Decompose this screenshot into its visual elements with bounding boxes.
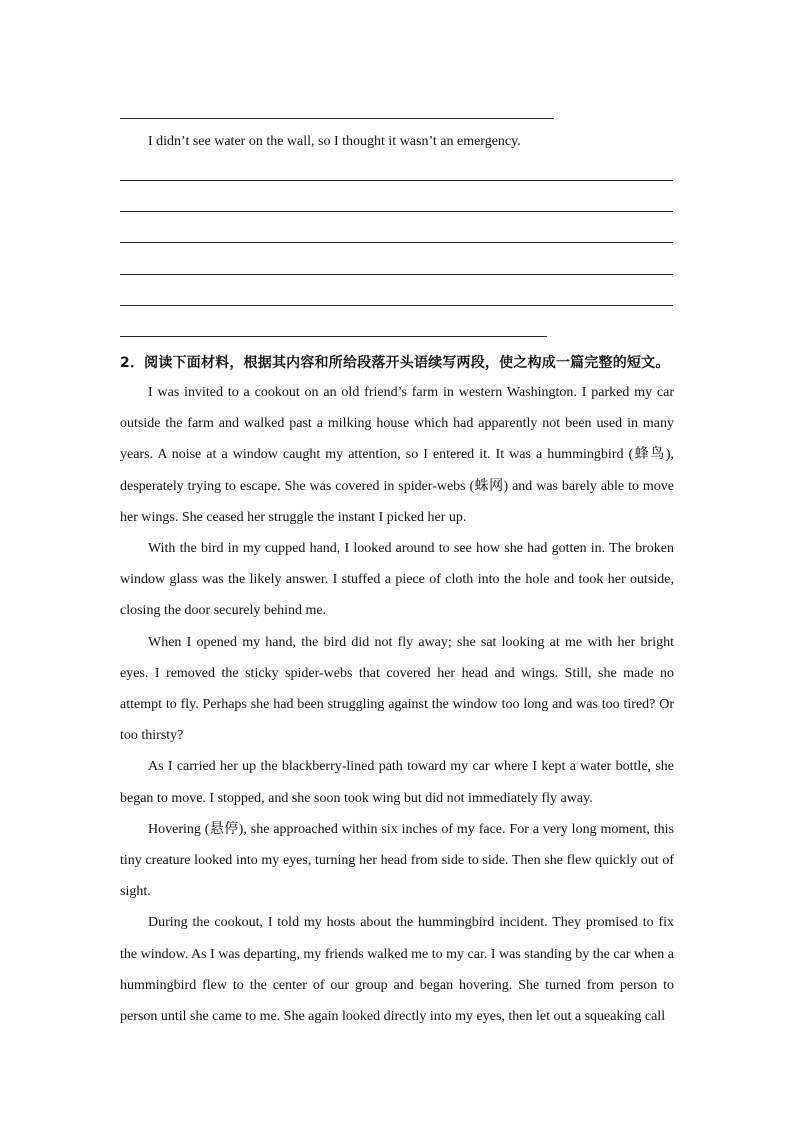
passage-paragraph: I was invited to a cookout on an old friend’s farm in western Washington. I parked my car outside the farm and walked past a milking house which had apparently not been used in many years. A noise at a window caught my attention, so I entered it. It was a hummingbird (蜂鸟), desperately trying to escape. She was covered in spider-webs (蛛网) and was barely able to move her wings. She ceased her struggle the instant I picked her up.: [120, 385, 674, 525]
answer-line: [120, 336, 547, 337]
passage-paragraph: Hovering (悬停), she approached within six inches of my face. For a very long moment, this tiny creature looked into my eyes, turning her head from side to side. Then she flew quickly out of sight.: [120, 821, 674, 900]
answer-sentence: I didn’t see water on the wall, so I thought it wasn’t an emergency.: [148, 134, 521, 149]
answer-line: [120, 118, 554, 119]
passage-paragraph: When I opened my hand, the bird did not fly away; she sat looking at me with her bright eyes. I removed the sticky spider-webs that covered her head and wings. Still, she made no attempt to fly. Perhaps she had been struggling against the window too long and was too tired? Or too thirsty?: [120, 634, 674, 744]
answer-line: [120, 274, 673, 275]
answer-line: [120, 180, 673, 181]
answer-line: [120, 242, 673, 243]
passage: [120, 377, 674, 1032]
passage-paragraph: As I carried her up the blackberry-lined path toward my car where I kept a water bottle, she began to move. I stopped, and she soon took wing but did not immediately fly away.: [120, 759, 674, 806]
answer-line: [120, 211, 673, 212]
answer-line: [120, 305, 673, 306]
task-heading: 2．阅读下面材料，根据其内容和所给段落开头语续写两段，使之构成一篇完整的短文。: [120, 355, 670, 371]
passage-paragraph: During the cookout, I told my hosts about the hummingbird incident. They promised to fix the window. As I was departing, my friends walked me to my car. I was standing by the car when a hummingbird flew to the center of our group and began hovering. She turned from person to person until she came to me. She again looked directly into my eyes, then let out a squeaking call: [120, 915, 674, 1025]
passage-paragraph: With the bird in my cupped hand, I looked around to see how she had gotten in. The broken window glass was the likely answer. I stuffed a piece of cloth into the hole and took her outside, closing the door securely behind me.: [120, 541, 674, 619]
